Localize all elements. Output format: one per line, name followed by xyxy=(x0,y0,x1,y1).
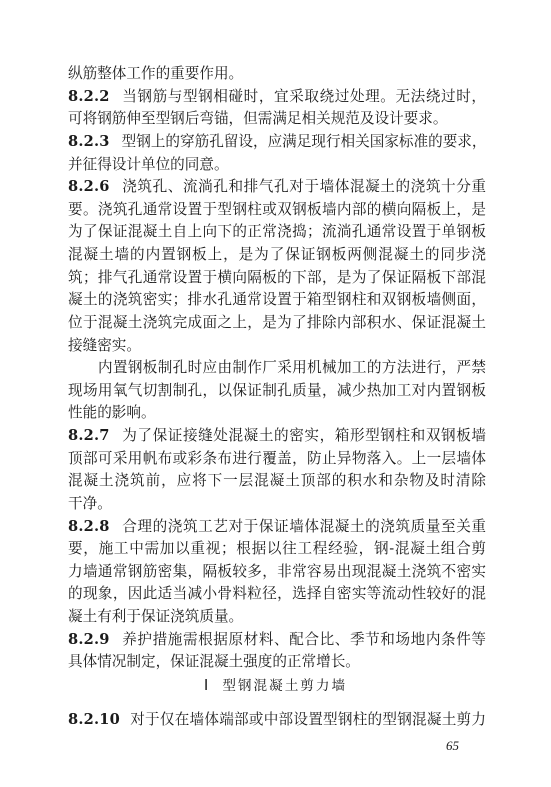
text-line xyxy=(68,516,486,538)
text-line xyxy=(68,380,486,402)
text-line xyxy=(68,583,486,605)
text-line xyxy=(68,131,486,153)
text-line xyxy=(68,86,486,108)
text-line xyxy=(68,63,486,85)
clause-number: 8.2.9 xyxy=(68,630,110,648)
clause-number: 8.2.8 xyxy=(68,517,110,535)
text-line xyxy=(68,470,486,492)
section-roman-numeral: Ⅰ xyxy=(203,678,209,694)
line-text: 凝土有利于保证浇筑质量。 xyxy=(68,608,244,626)
text-line xyxy=(68,335,486,357)
text-line xyxy=(68,448,486,470)
line-text: 混凝土浇筑前，应将下一层混凝土顶部的积水和杂物及时清除 xyxy=(68,472,486,490)
line-text: 凝土的浇筑密实；排水孔通常设置于箱型钢柱和双钢板墙侧面， xyxy=(68,291,486,309)
line-text: 力墙通常钢筋密集，隔板较多，非常容易出现混凝土浇筑不密实 xyxy=(68,562,486,580)
text-line xyxy=(98,357,486,379)
line-text: 位于混凝土浇筑完成面之上，是为了排除内部积水、保证混凝土 xyxy=(68,313,486,331)
text-line xyxy=(68,606,486,628)
clause-number: 8.2.3 xyxy=(68,132,110,150)
line-text: 具体情况制定，保证混凝土强度的正常增长。 xyxy=(68,653,360,671)
line-text: 混凝土墙的内置钢板上，是为了保证钢板两侧混凝土的同步浇 xyxy=(68,246,486,264)
section-title: 型钢混凝土剪力墙 xyxy=(222,678,348,694)
line-text: 浇筑孔、流淌孔和排气孔对于墙体混凝土的浇筑十分重 xyxy=(121,178,486,196)
text-line xyxy=(68,289,486,311)
text-line xyxy=(68,629,486,651)
line-text: 接缝密实。 xyxy=(68,336,141,354)
text-line-clause-8-2-10 xyxy=(68,709,486,731)
line-text: 为了保证混凝土自上向下的正常浇捣；流淌孔通常设置于单钢板 xyxy=(68,223,486,241)
line-text: 纵筋整体工作的重要作用。 xyxy=(68,65,244,82)
text-line xyxy=(68,651,486,673)
line-text: 合理的浇筑工艺对于保证墙体混凝土的浇筑质量至关重 xyxy=(121,517,486,535)
page-number: 65 xyxy=(446,738,459,753)
clause-number: 8.2.10 xyxy=(68,711,120,728)
text-line xyxy=(68,561,486,583)
text-line xyxy=(68,244,486,266)
line-text: 要。浇筑孔通常设置于型钢柱或双钢板墙内部的横向隔板上，是 xyxy=(68,200,486,218)
line-text: 干净。 xyxy=(68,494,112,512)
section-heading xyxy=(0,676,551,696)
line-text: 的现象，因此适当减小骨料粒径，选择自密实等流动性较好的混 xyxy=(68,585,486,603)
line-text: 筑；排气孔通常设置于横向隔板的下部，是为了保证隔板下部混 xyxy=(68,268,486,286)
line-text: 对于仅在墙体端部或中部设置型钢柱的型钢混凝土剪力 xyxy=(129,711,486,728)
text-line xyxy=(68,199,486,221)
line-text: 现场用氧气切割制孔，以保证制孔质量，减少热加工对内置钢板 xyxy=(68,381,486,399)
text-line xyxy=(68,221,486,243)
line-text: 内置钢板制孔时应由制作厂采用机械加工的方法进行，严禁 xyxy=(98,359,486,377)
text-line xyxy=(68,154,486,176)
text-line xyxy=(68,538,486,560)
clause-number: 8.2.2 xyxy=(68,87,110,105)
text-line xyxy=(68,493,486,515)
text-line xyxy=(68,402,486,424)
text-line xyxy=(68,176,486,198)
clause-number: 8.2.7 xyxy=(68,427,110,445)
line-text: 并征得设计单位的同意。 xyxy=(68,155,229,173)
text-line xyxy=(68,108,486,130)
line-text: 性能的影响。 xyxy=(68,404,156,422)
line-text: 要，施工中需加以重视；根据以往工程经验，钢-混凝土组合剪 xyxy=(68,540,486,558)
line-text: 为了保证接缝处混凝土的密实，箱形型钢柱和双钢板墙 xyxy=(121,427,486,445)
line-text: 型钢上的穿筋孔留设，应满足现行相关国家标准的要求， xyxy=(121,132,486,150)
line-text: 顶部可采用帆布或彩条布进行覆盖，防止异物落入。上一层墙体 xyxy=(68,449,486,467)
text-line xyxy=(68,267,486,289)
text-line xyxy=(68,425,486,447)
line-text: 可将钢筋伸至型钢后弯锚，但需满足相关规范及设计要求。 xyxy=(68,110,448,128)
text-line xyxy=(68,312,486,334)
line-text: 养护措施需根据原材料、配合比、季节和场地内条件等 xyxy=(121,630,486,648)
line-text: 当钢筋与型钢相碰时，宜采取绕过处理。无法绕过时， xyxy=(121,87,486,105)
clause-number: 8.2.6 xyxy=(68,178,110,196)
